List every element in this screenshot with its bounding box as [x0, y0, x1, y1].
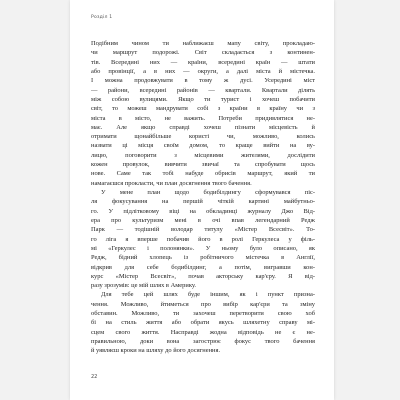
text-line: Для тебе цей шлях буде іншим, як і пункт призна-	[101, 291, 315, 299]
text-line: разу зрозумів: це мій шлях в Америку.	[91, 282, 197, 290]
running-head: Розділ 1	[91, 15, 113, 20]
text-line: намагаєшся прокласти, чи план досягнення твого бачення.	[91, 179, 252, 187]
text-line: відкрив для себе бодибілдинг, а потім, вигравши кон-	[91, 263, 315, 271]
text-line: нове. Саме так тобі набуде обрисів маршрут, який ти	[91, 170, 315, 178]
text-line: чення. Можливо, йтиметься про вибір кар'єри та зміну	[91, 300, 315, 308]
text-line: мі «Геркулес і полонянки». У ньому було описано, як	[91, 244, 315, 252]
text-line: Парк — тодішній володар титулу «Містер Всесвіт». То-	[91, 226, 315, 234]
text-line: отримати щонайбільше користі чи, можливо, колись	[91, 133, 315, 141]
text-line: світ, то можеш мандрувати собі з країни в країну чи з	[91, 105, 315, 113]
text-line: міста в місто, не важить. Потреби придивлятися не-	[91, 114, 315, 122]
text-line: І можна продовжувати в тому ж дусі. Усередині міст	[91, 77, 315, 85]
paragraph	[91, 39, 315, 188]
text-line: ера про культуризм мені в очі впав легендарний Редж	[91, 216, 315, 224]
text-line: сцем свого життя. Насправді жодна відповідь не є не-	[91, 328, 315, 336]
text-line: го ліга я вперше побачив його в ролі Геркулеса у філь-	[91, 235, 315, 243]
text-line: між собою вулицями. Якщо ти турист і хочеш побачити	[91, 95, 315, 103]
paragraph	[91, 290, 315, 355]
text-line: Подібним чином ти наближаєш мапу світу, прокладаю-	[91, 40, 315, 47]
text-line: лицю, поговорити з місцевими жителями, дослідити	[91, 151, 315, 159]
text-line: кожен провулок, вивчити звичаї та спробувати щось	[91, 161, 315, 169]
text-line: го. У підлітковому віці на обкладинці журналу Джо Від-	[91, 207, 315, 215]
text-line: — райони, всередині районів — квартали. Квартали ділять	[91, 86, 315, 94]
text-line: правильною, доки вона загострює фокус твого бачення	[91, 338, 315, 345]
text-line: У мене план щодо бодибілдингу сформувався піс-	[101, 189, 315, 196]
text-line: чи маршрут подорожі. Світ складається з континен-	[91, 49, 315, 57]
text-line: й уявляєш кроки на шляху до його досягнення.	[91, 347, 221, 355]
text-line: обставин. Можливо, ти захочеш перетворити свою хоб	[91, 310, 315, 318]
page-number: 22	[91, 374, 98, 380]
text-line: курс «Містер Всесвіт», почав акторську кар'єру. Я від-	[91, 272, 315, 280]
text-line: Редж, бідний хлопець із робітничого містечка в Англії,	[91, 254, 315, 262]
text-line: має. Але якщо справді хочеш пізнати місцевість й	[91, 123, 315, 131]
text-line: бі на стиль життя або обрати якусь шляхетну справу мі-	[91, 319, 315, 327]
paragraph	[91, 188, 315, 290]
body-text	[91, 39, 315, 356]
text-line: ля фокусування на першій чіткій картині майбутньо-	[91, 198, 315, 206]
text-line: або провінції, а в них — округи, а далі міста й містечка.	[91, 67, 315, 75]
text-line: тів. Всередині них — країни, всередині країн — штати	[91, 58, 315, 66]
text-line: назвати ці місця своїм домом, то краще вийти на ву-	[91, 142, 315, 150]
book-page	[70, 0, 334, 400]
